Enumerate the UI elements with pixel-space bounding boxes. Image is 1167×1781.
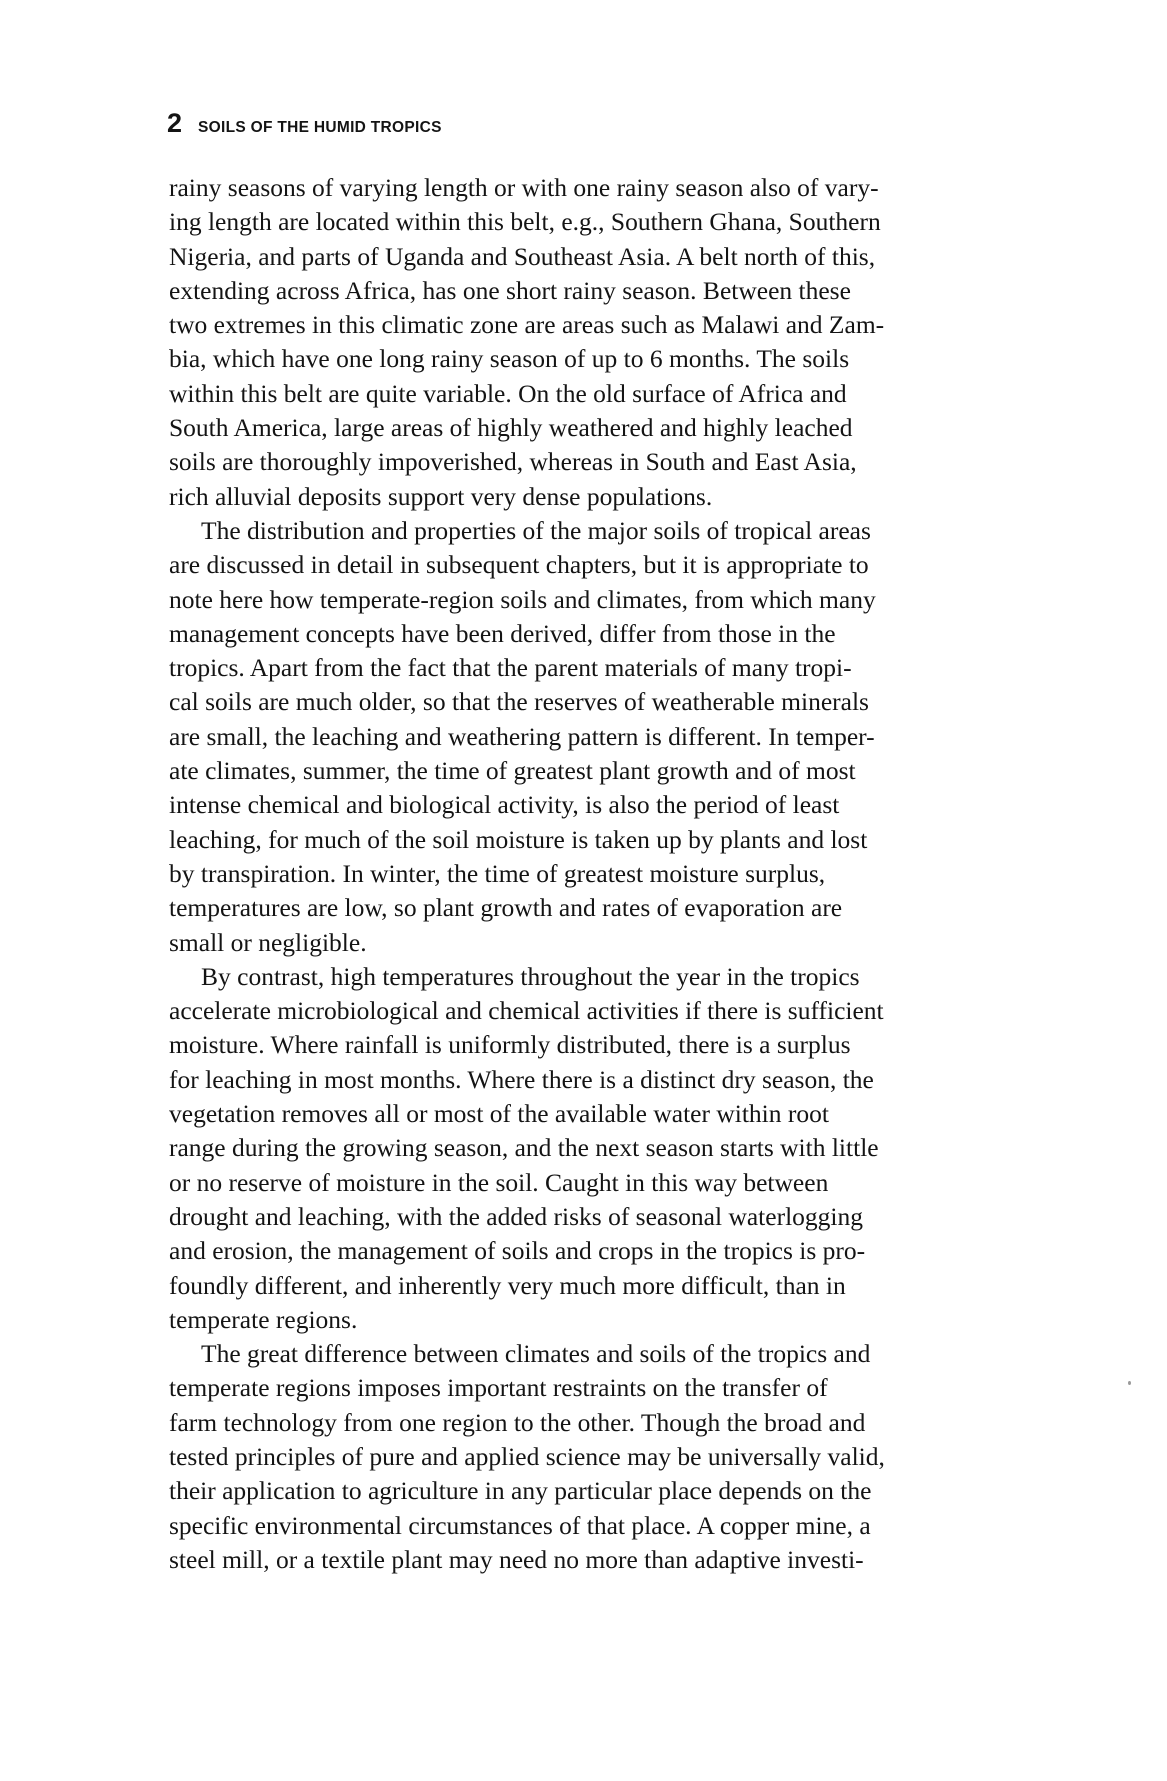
text-line: note here how temperate-region soils and climates, from which many xyxy=(169,584,876,614)
text-line: temperatures are low, so plant growth and rates of evaporation are xyxy=(169,893,843,923)
text-line: cal soils are much older, so that the reserves of weatherable minerals xyxy=(169,687,869,717)
text-line: By contrast, high temperatures throughout the year in the tropics xyxy=(201,961,860,991)
text-line: vegetation removes all or most of the available water within root xyxy=(169,1099,829,1129)
text-line: soils are thoroughly impoverished, whereas in South and East Asia, xyxy=(169,447,857,477)
text-line: leaching, for much of the soil moisture is taken up by plants and lost xyxy=(169,824,868,854)
text-line: extending across Africa, has one short rainy season. Between these xyxy=(169,275,851,305)
text-line: ate climates, summer, the time of greatest plant growth and of most xyxy=(169,756,856,786)
text-line: ing length are located within this belt, e.g., Southern Ghana, Southern xyxy=(169,207,881,237)
text-line: The great difference between climates and soils of the tropics and xyxy=(201,1339,871,1369)
text-line: or no reserve of moisture in the soil. Caught in this way between xyxy=(169,1167,829,1197)
text-line: and erosion, the management of soils and crops in the tropics is pro- xyxy=(169,1236,866,1266)
text-line: bia, which have one long rainy season of up to 6 months. The soils xyxy=(169,344,850,374)
text-line: management concepts have been derived, differ from those in the xyxy=(169,618,836,648)
text-line: by transpiration. In winter, the time of greatest moisture surplus, xyxy=(169,858,826,888)
text-line: two extremes in this climatic zone are areas such as Malawi and Zam- xyxy=(169,310,885,340)
text-line: tested principles of pure and applied science may be universally valid, xyxy=(169,1441,885,1471)
text-line: Nigeria, and parts of Uganda and Southeast Asia. A belt north of this, xyxy=(169,241,876,271)
text-line: foundly different, and inherently very much more difficult, than in xyxy=(169,1270,846,1300)
text-line: within this belt are quite variable. On the old surface of Africa and xyxy=(169,378,847,408)
text-line: are discussed in detail in subsequent chapters, but it is appropriate to xyxy=(169,550,869,580)
text-line: accelerate microbiological and chemical activities if there is sufficient xyxy=(169,996,884,1026)
text-line: specific environmental circumstances of that place. A copper mine, a xyxy=(169,1510,871,1540)
text-line: moisture. Where rainfall is uniformly distributed, there is a surplus xyxy=(169,1030,851,1060)
text-line: The distribution and properties of the major soils of tropical areas xyxy=(201,515,871,545)
text-line: temperate regions imposes important restraints on the transfer of xyxy=(169,1373,828,1403)
text-line: rainy seasons of varying length or with one rainy season also of vary- xyxy=(169,173,879,202)
text-line: steel mill, or a textile plant may need no more than adaptive investi- xyxy=(169,1544,864,1574)
text-line: tropics. Apart from the fact that the parent materials of many tropi- xyxy=(169,653,852,683)
text-line: temperate regions. xyxy=(169,1304,358,1334)
text-line: for leaching in most months. Where there is a distinct dry season, the xyxy=(169,1064,874,1094)
text-line: range during the growing season, and the next season starts with little xyxy=(169,1133,879,1163)
text-line: drought and leaching, with the added risks of seasonal waterlogging xyxy=(169,1201,863,1231)
running-head xyxy=(167,108,442,148)
text-line: South America, large areas of highly weathered and highly leached xyxy=(169,413,853,443)
scan-speck xyxy=(1128,1381,1131,1385)
text-line: are small, the leaching and weathering pattern is different. In temper- xyxy=(169,721,875,751)
body-text xyxy=(169,171,1029,1577)
text-line: farm technology from one region to the other. Though the broad and xyxy=(169,1407,866,1437)
text-line: intense chemical and biological activity, is also the period of least xyxy=(169,790,840,820)
running-title: SOILS OF THE HUMID TROPICS xyxy=(198,119,442,136)
text-line: their application to agriculture in any particular place depends on the xyxy=(169,1476,872,1506)
text-line: small or negligible. xyxy=(169,927,367,957)
text-line: rich alluvial deposits support very dense populations. xyxy=(169,481,713,511)
page-number: 2 xyxy=(167,108,183,138)
